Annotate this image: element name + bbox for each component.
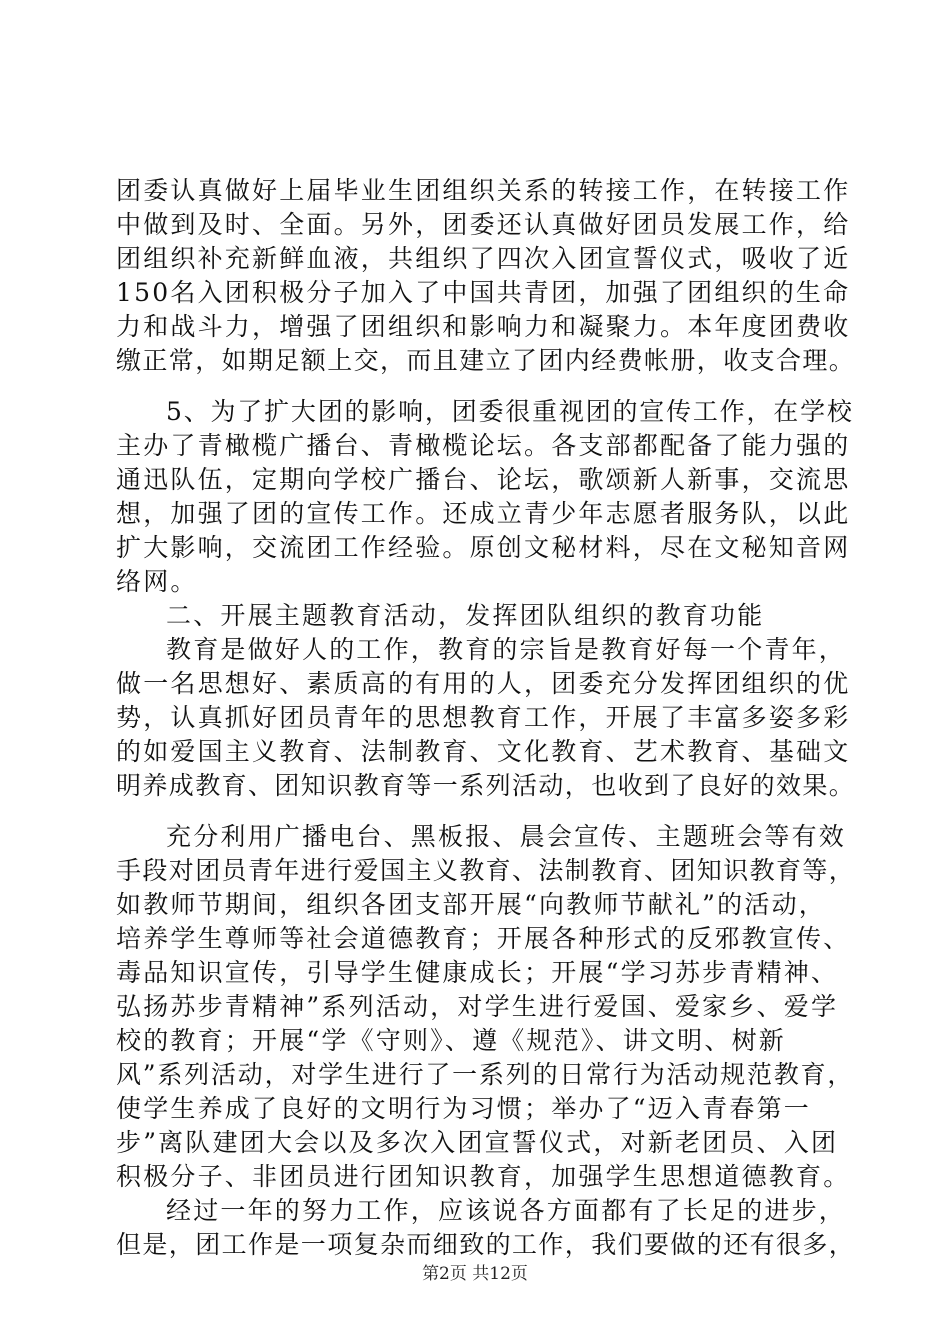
body-text-line: 风”系列活动，对学生进行了一系列的日常行为活动规范教育， [116,1060,855,1089]
body-text-line: 经过一年的努力工作，应该说各方面都有了长足的进步， [166,1196,847,1225]
body-text-line: 络网。 [116,567,198,596]
body-text-line: 明养成教育、团知识教育等一系列活动，也收到了良好的效果。 [116,771,856,800]
body-text-line: 150名入团积极分子加入了中国共青团，加强了团组织的生命 [116,278,851,307]
body-text-line: 毒品知识宣传，引导学生健康成长；开展“学习苏步青精神、 [116,958,839,987]
body-text-line: 想，加强了团的宣传工作。还成立青少年志愿者服务队，以此 [116,499,851,528]
body-text-line: 团组织补充新鲜血液，共组织了四次入团宣誓仪式，吸收了近 [116,244,851,273]
body-text-line: 团委认真做好上届毕业生团组织关系的转接工作，在转接工作 [116,176,851,205]
body-text-line: 通迅队伍，定期向学校广播台、论坛，歌颂新人新事，交流思 [116,465,851,494]
body-text-line: 弘扬苏步青精神”系列活动，对学生进行爱国、爱家乡、爱学 [116,992,839,1021]
body-text-line: 校的教育；开展“学《守则》、遵《规范》、讲文明、树新 [116,1026,786,1055]
body-text-line: 主办了青橄榄广播台、青橄榄论坛。各支部都配备了能力强的 [116,431,851,460]
body-text-line: 培养学生尊师等社会道德教育；开展各种形式的反邪教宣传、 [116,924,851,953]
body-text-line: 做一名思想好、素质高的有用的人，团委充分发挥团组织的优 [116,669,851,698]
body-text-line: 的如爱国主义教育、法制教育、文化教育、艺术教育、基础文 [116,737,851,766]
body-text-line: 但是，团工作是一项复杂而细致的工作，我们要做的还有很多， [116,1230,856,1259]
section-heading: 二、开展主题教育活动，发挥团队组织的教育功能 [166,601,765,630]
body-text-line: 充分利用广播电台、黑板报、晨会宣传、主题班会等有效 [166,822,847,851]
body-text-line: 使学生养成了良好的文明行为习惯；举办了“迈入青春第一 [116,1094,811,1123]
body-text-line: 力和战斗力，增强了团组织和影响力和凝聚力。本年度团费收 [116,312,851,341]
body-text-line: 势，认真抓好团员青年的思想教育工作，开展了丰富多姿多彩 [116,703,851,732]
body-text-line: 扩大影响，交流团工作经验。原创文秘材料，尽在文秘知音网 [116,533,851,562]
body-text-line: 步”离队建团大会以及多次入团宣誓仪式，对新老团员、入团 [116,1128,839,1157]
body-text-line: 教育是做好人的工作，教育的宗旨是教育好每一个青年， [166,635,847,664]
body-text-line: 手段对团员青年进行爱国主义教育、法制教育、团知识教育等， [116,856,856,885]
body-text-line: 积极分子、非团员进行团知识教育，加强学生思想道德教育。 [116,1162,851,1191]
body-text-line: 5、为了扩大团的影响，团委很重视团的宣传工作，在学校 [166,397,854,426]
body-text-line: 缴正常，如期足额上交，而且建立了团内经费帐册，收支合理。 [116,346,856,375]
page-number-footer: 第2页 共12页 [422,1264,528,1284]
body-text-line: 如教师节期间，组织各团支部开展“向教师节献礼”的活动， [116,890,826,919]
body-text-line: 中做到及时、全面。另外，团委还认真做好团员发展工作，给 [116,210,851,239]
